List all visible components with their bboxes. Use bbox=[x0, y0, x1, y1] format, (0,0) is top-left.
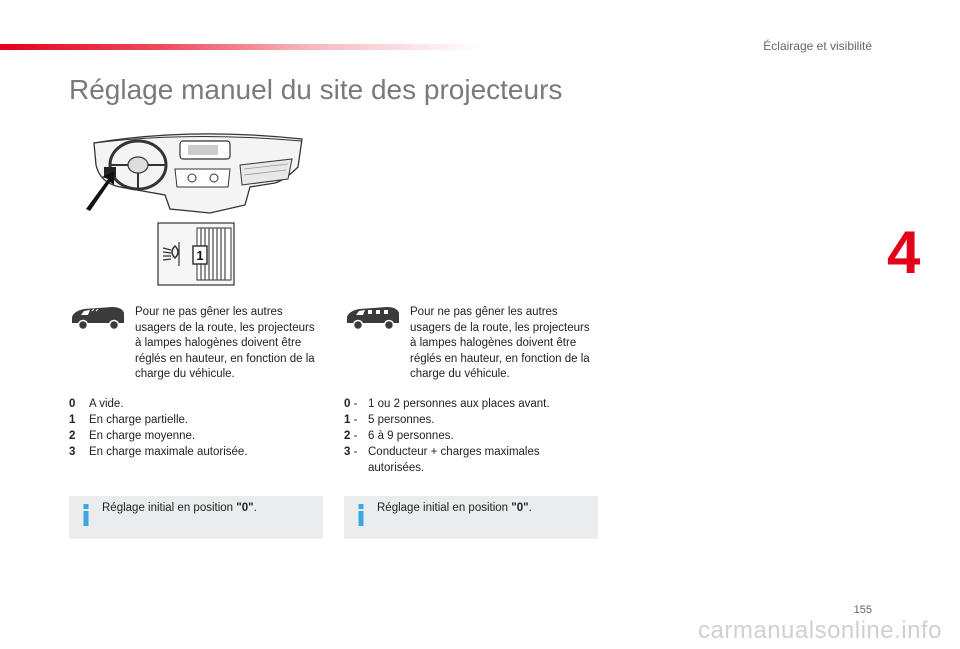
page-title: Réglage manuel du site des projecteurs bbox=[69, 74, 563, 105]
chapter-number: 4 bbox=[887, 219, 921, 286]
dashboard-illustration bbox=[80, 125, 308, 225]
list-item: 3 - Conducteur + charges maximales autorisées. bbox=[344, 446, 540, 474]
list-item: 1 - 5 personnes. bbox=[344, 414, 435, 426]
list-item: 0 - 1 ou 2 personnes aux places avant. bbox=[344, 398, 550, 410]
headlamp-adjustment-knob bbox=[157, 222, 235, 286]
left-positions-list bbox=[69, 396, 248, 460]
knob-position-label: 1 bbox=[196, 248, 204, 263]
info-icon bbox=[81, 504, 91, 526]
list-item: 2 - 6 à 9 personnes. bbox=[344, 430, 454, 442]
page-number: 155 bbox=[853, 604, 872, 616]
left-info-note bbox=[69, 496, 323, 539]
list-item: 3 En charge maximale autorisée. bbox=[69, 446, 248, 458]
list-item: 2 En charge moyenne. bbox=[69, 430, 196, 442]
left-description: Pour ne pas gêner les autres usagers de la route, les projecteurs à lampes halogènes doivent être réglés en hauteur, en fonction de la charge du véhicule. bbox=[135, 306, 315, 380]
list-item: 0 A vide. bbox=[69, 398, 124, 410]
info-icon bbox=[356, 504, 366, 526]
list-item: 1 En charge partielle. bbox=[69, 414, 189, 426]
right-description: Pour ne pas gêner les autres usagers de la route, les projecteurs à lampes halogènes doivent être réglés en hauteur, en fonction de la charge du véhicule. bbox=[410, 306, 590, 380]
header-accent-bar bbox=[0, 44, 480, 50]
section-title: Éclairage et visibilité bbox=[763, 39, 872, 53]
note-text: Réglage initial en position "0". bbox=[377, 502, 532, 514]
right-positions-list bbox=[344, 396, 574, 476]
right-info-note bbox=[344, 496, 598, 539]
minibus-icon bbox=[345, 305, 401, 331]
watermark[interactable]: carmanualsonline.info bbox=[698, 617, 942, 644]
van-icon bbox=[70, 305, 126, 331]
note-text: Réglage initial en position "0". bbox=[102, 502, 257, 514]
